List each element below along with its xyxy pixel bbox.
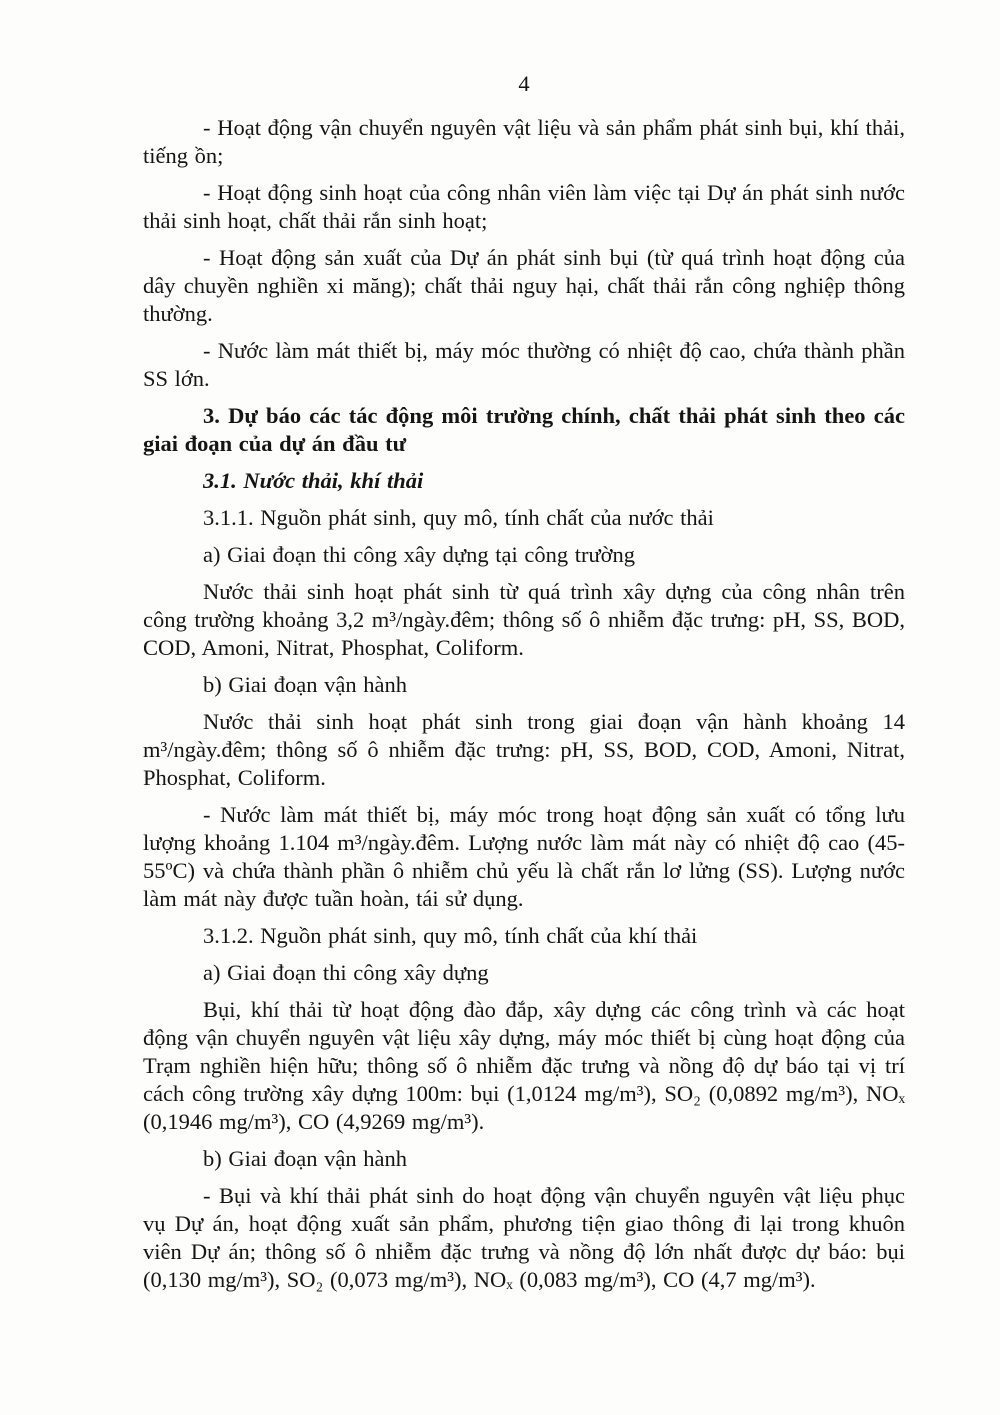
paragraph-production-waste: - Hoạt động sản xuất của Dự án phát sinh bụi (từ quá trình hoạt động của dây chuyền nghiền xi măng); chất thải nguy hại, chất thải rắn công nghiệp thông thường. <box>143 245 905 326</box>
paragraph-operation-wastewater: Nước thải sinh hoạt phát sinh trong giai đoạn vận hành khoảng 14 m³/ngày.đêm; thông số ô nhiễm đặc trưng: pH, SS, BOD, COD, Amoni, Nitrat, Phosphat, Coliform. <box>143 709 905 790</box>
paragraph-material-transport: - Hoạt động vận chuyển nguyên vật liệu và sản phẩm phát sinh bụi, khí thải, tiếng ồn; <box>143 115 905 168</box>
heading-section-3: 3. Dự báo các tác động môi trường chính, chất thải phát sinh theo các giai đoạn của dự án đầu tư <box>143 403 905 456</box>
heading-section-3-1-1: 3.1.1. Nguồn phát sinh, quy mô, tính chất của nước thải <box>203 505 714 530</box>
paragraph-operation-emissions: - Bụi và khí thải phát sinh do hoạt động vận chuyển nguyên vật liệu phục vụ Dự án, hoạt động xuất sản phẩm, phương tiện giao thông đi lại trong khuôn viên Dự án; thông số ô nhiễm đặc trưng và nồng độ lớn nhất được dự báo: bụi (0,130 mg/m³), SO₂ (0,073 mg/m³), NOₓ (0,083 mg/m³), CO (4,7 mg/m³). <box>143 1183 905 1292</box>
page-number: 4 <box>518 71 530 96</box>
label-phase-operation-emissions: b) Giai đoạn vận hành <box>203 1146 407 1171</box>
paragraph-construction-emissions: Bụi, khí thải từ hoạt động đào đắp, xây dựng các công trình và các hoạt động vận chuyển nguyên vật liệu xây dựng, máy móc thiết bị cùng hoạt động của Trạm nghiền hiện hữu; thông số ô nhiễm đặc trưng và nồng độ dự báo tại vị trí cách công trường xây dựng 100m: bụi (1,0124 mg/m³), SO₂ (0,0892 mg/m³), NOₓ (0,1946 mg/m³), CO (4,9269 mg/m³). <box>143 997 905 1134</box>
label-phase-construction: a) Giai đoạn thi công xây dựng tại công trường <box>203 542 636 567</box>
paragraph-cooling-water: - Nước làm mát thiết bị, máy móc thường có nhiệt độ cao, chứa thành phần SS lớn. <box>143 338 905 391</box>
heading-section-3-1: 3.1. Nước thải, khí thải <box>203 468 424 493</box>
paragraph-worker-activities: - Hoạt động sinh hoạt của công nhân viên làm việc tại Dự án phát sinh nước thải sinh hoạt, chất thải rắn sinh hoạt; <box>143 180 905 233</box>
document-body <box>143 114 905 1294</box>
label-phase-construction-emissions: a) Giai đoạn thi công xây dựng <box>203 960 489 985</box>
label-phase-operation: b) Giai đoạn vận hành <box>203 672 407 697</box>
paragraph-cooling-water-flow: - Nước làm mát thiết bị, máy móc trong hoạt động sản xuất có tổng lưu lượng khoảng 1.104 m³/ngày.đêm. Lượng nước làm mát này có nhiệt độ cao (45-55ºC) và chứa thành phần ô nhiễm chủ yếu là chất rắn lơ lửng (SS). Lượng nước làm mát này được tuần hoàn, tái sử dụng. <box>143 802 905 911</box>
heading-section-3-1-2: 3.1.2. Nguồn phát sinh, quy mô, tính chất của khí thải <box>203 923 698 948</box>
paragraph-construction-wastewater: Nước thải sinh hoạt phát sinh từ quá trình xây dựng của công nhân trên công trường khoảng 3,2 m³/ngày.đêm; thông số ô nhiễm đặc trưng: pH, SS, BOD, COD, Amoni, Nitrat, Phosphat, Coliform. <box>143 579 905 660</box>
